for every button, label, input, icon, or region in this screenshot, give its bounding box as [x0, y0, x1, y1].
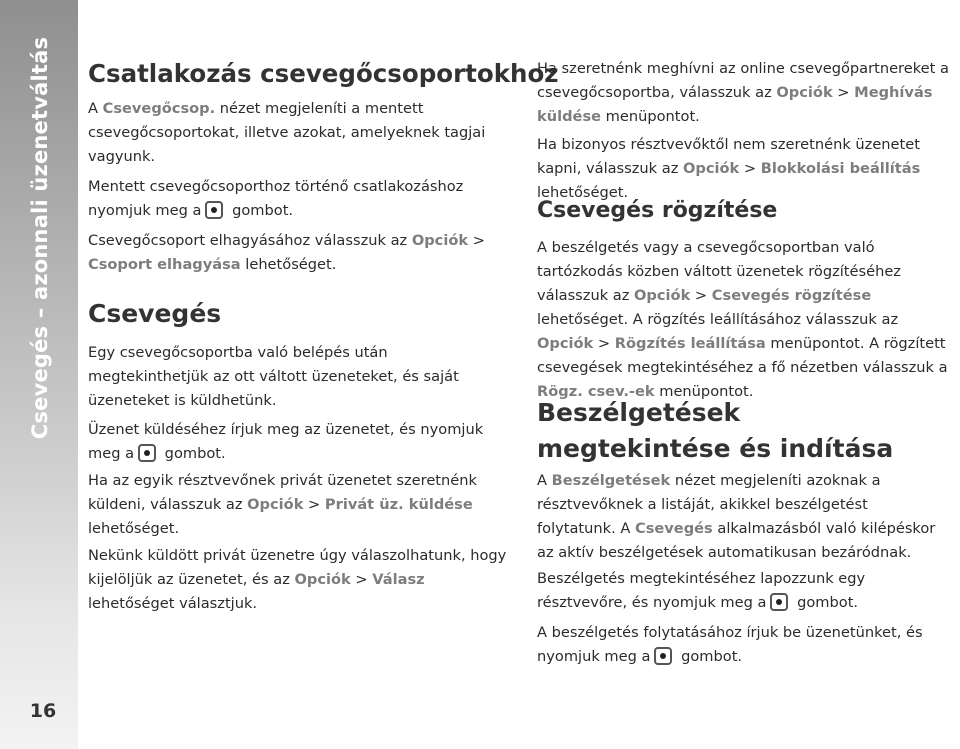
menu-ref-conversations: Beszélgetések [551, 472, 671, 489]
paragraph-chat-intro: Egy csevegőcsoportba való belépés után megtekinthetjük az ott váltott üzeneteket, és saját üzeneteket is küldhetünk. [88, 344, 459, 409]
select-key-icon [770, 593, 788, 611]
menu-ref-record-chat: Csevegés rögzítése [711, 287, 872, 304]
menu-ref-options: Opciók [411, 232, 469, 249]
menu-ref-options: Opciók [537, 335, 594, 352]
menu-ref-chat-app: Csevegés [635, 520, 713, 537]
paragraph-invite: Ha szeretnénk meghívni az online csevegőpartnereket a csevegőcsoportba, válasszuk az Opciók > Meghívás küldése menüpontot. [537, 60, 949, 125]
select-key-icon [654, 647, 672, 665]
menu-ref-block-settings: Blokkolási beállítás [760, 160, 921, 177]
menu-ref-send-private: Privát üz. küldése [324, 496, 473, 513]
heading-view-conversations: Beszélgetések megtekintése és indítása [537, 398, 894, 463]
paragraph-block: Ha bizonyos résztvevőktől nem szeretnénk üzenetet kapni, válasszuk az Opciók > Blokkolási beállítás lehetőséget. [537, 136, 921, 201]
menu-ref-options: Opciók [634, 287, 691, 304]
paragraph-record: A beszélgetés vagy a csevegőcsoportban való tartózkodás közben váltott üzenetek rögzítéséhez válasszuk az Opciók > Csevegés rögzítése lehetőséget. A rögzítés leállításához válasszuk az Opciók > Rögzítés leállítása menüpontot. A rögzített csevegések megtekintéséhez a fő nézetben válasszuk a Rögz. csev.-ek menüpontot. [537, 239, 948, 400]
paragraph-view-conversation: Beszélgetés megtekintéséhez lapozzunk egy résztvevőre, és nyomjuk meg a gombot. [537, 570, 866, 611]
paragraph-conversations-view: A Beszélgetések nézet megjeleníti azoknak a résztvevőknek a listáját, akikkel beszélgetést folytatunk. A Csevegés alkalmazásból való kilépéskor az aktív beszélgetések automatikusan bezáródnak. [537, 472, 936, 561]
heading-join-groups: Csatlakozás csevegőcsoportokhoz [88, 59, 559, 88]
paragraph-join-saved: Mentett csevegőcsoporthoz történő csatlakozáshoz nyomjuk meg a gombot. [88, 178, 464, 219]
section-title-vertical: Csevegés – azonnali üzenetváltás [28, 36, 52, 440]
paragraph-reply-private: Nekünk küldött privát üzenetre úgy válaszolhatunk, hogy kijelöljük az üzenetet, és az Opciók > Válasz lehetőséget választjuk. [88, 547, 507, 612]
menu-ref-stop-recording: Rögzítés leállítása [614, 335, 766, 352]
menu-ref-options: Opciók [294, 571, 351, 588]
paragraph-private-message: Ha az egyik résztvevőnek privát üzenetet szeretnénk küldeni, válasszuk az Opciók > Privát üz. küldése lehetőséget. [88, 472, 477, 537]
menu-ref-leave-group: Csoport elhagyása [88, 256, 241, 273]
menu-ref-reply: Válasz [372, 571, 425, 588]
menu-ref-groups: Csevegőcsop. [102, 100, 216, 117]
paragraph-continue-conversation: A beszélgetés folytatásához írjuk be üzenetünket, és nyomjuk meg a gombot. [537, 624, 923, 665]
sidebar [0, 0, 78, 749]
menu-ref-options: Opciók [776, 84, 833, 101]
heading-chat: Csevegés [88, 299, 222, 328]
menu-ref-recorded-chats: Rögz. csev.-ek [537, 383, 655, 400]
paragraph-groups-view: A Csevegőcsop. nézet megjeleníti a mentett csevegőcsoportokat, illetve azokat, amelyeknek tagjai vagyunk. [88, 100, 486, 165]
menu-ref-options: Opciók [683, 160, 740, 177]
menu-ref-options: Opciók [247, 496, 304, 513]
menu-ref-send-invite: Meghívás küldése [537, 84, 933, 125]
page-number: 16 [29, 700, 57, 722]
heading-record-chat: Csevegés rögzítése [537, 198, 778, 223]
paragraph-send-message: Üzenet küldéséhez írjuk meg az üzenetet, és nyomjuk meg a gombot. [88, 421, 484, 462]
select-key-icon [138, 444, 156, 462]
paragraph-leave-group: Csevegőcsoport elhagyásához válasszuk az Opciók > Csoport elhagyása lehetőséget. [88, 232, 485, 273]
select-key-icon [205, 201, 223, 219]
